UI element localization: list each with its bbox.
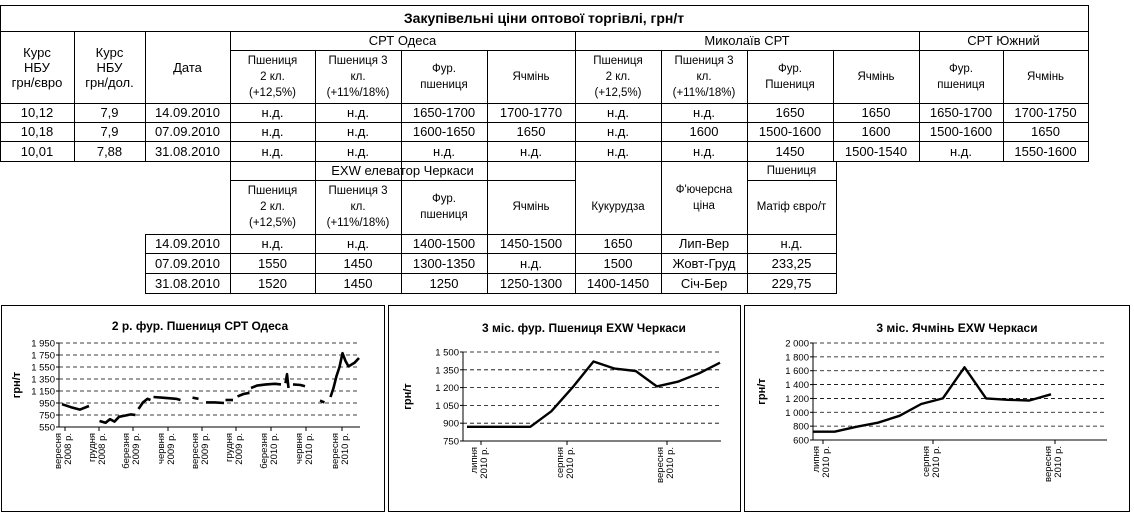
table-cell: н.д.	[347, 124, 369, 139]
chart-title: 3 міс. фур. Пшениця EXW Черкаси	[482, 321, 686, 335]
table-cell: н.д.	[607, 105, 629, 120]
table2-cell: 31.08.2010	[154, 275, 221, 291]
group-yuzhny: СРТ Южний	[967, 33, 1040, 48]
sub-barley: Ячмінь	[857, 70, 895, 83]
table2-cell: Січ-Бер	[680, 275, 728, 291]
sub-feed: Фур. пшениця	[420, 193, 468, 221]
sub-feed: Фур. Пшениця	[765, 62, 815, 91]
sub-feed: Фур. пшениця	[937, 62, 985, 91]
series-line	[251, 384, 281, 388]
sub-wheat3: Пшениця 3 кл. (+11%/18%)	[326, 54, 390, 99]
x-tick-label: червня	[156, 433, 167, 464]
sub-barley: Ячмінь	[512, 201, 550, 213]
y-tick-label: 1 350	[31, 374, 55, 386]
table-cell: 1450	[775, 143, 805, 159]
y-tick-label: 600	[793, 435, 809, 447]
table2-cell: 1520	[258, 275, 287, 291]
table-cell: н.д.	[433, 143, 455, 159]
sub-wheat2: Пшениця 2 кл. (+12,5%)	[247, 54, 298, 99]
y-tick-label: 1 000	[785, 407, 809, 419]
table2-cell: Жовт-Груд	[672, 255, 736, 271]
header-matif: Матіф євро/т	[756, 201, 827, 213]
table2-cell: 1250	[429, 275, 459, 291]
sub-barley: Ячмінь	[1026, 70, 1065, 83]
header-futures: Ф'ючерсна ціна	[675, 183, 733, 212]
y-tick-label: 750	[443, 436, 459, 448]
chart-panel-odesa	[1, 305, 385, 512]
table-cell: н.д.	[607, 143, 629, 159]
y-axis-label: грн/т	[756, 378, 768, 405]
x-tick-label: 2010 р.	[304, 433, 315, 465]
table-title: Закупівельні ціни оптової торгівлі, грн/т	[403, 10, 685, 26]
table-cell: 1500-1600	[758, 124, 822, 139]
table2-cell: 233,25	[771, 255, 812, 271]
y-axis-label: грн/т	[11, 371, 23, 399]
table2-cell: 1450	[343, 255, 373, 271]
table-cell: 7,9	[100, 105, 119, 120]
table-cell: н.д.	[347, 105, 369, 120]
series-line	[62, 404, 89, 409]
chart-cherkasy-feed-wheat	[389, 306, 740, 511]
group-exw-cherkasy: EXW елеватор Черкаси	[331, 163, 474, 178]
header-wheat: Пшениця	[766, 164, 817, 177]
x-tick-label: 2010 р.	[1053, 446, 1064, 478]
table-cell: 1650-1700	[929, 105, 993, 120]
y-tick-label: 2 000	[785, 338, 809, 350]
table-cell: н.д.	[950, 143, 972, 159]
table2-cell: 1400-1450	[586, 275, 650, 291]
x-tick-label: вересня	[53, 433, 64, 469]
table2-cell: 1250-1300	[499, 275, 563, 291]
x-tick-label: 2010 р.	[340, 433, 351, 465]
x-tick-label: 2009 р.	[166, 433, 177, 465]
y-tick-label: 900	[443, 418, 459, 430]
y-tick-label: 1 150	[31, 386, 55, 398]
sub-wheat3: Пшениця 3 кл. (+11%/18%)	[672, 54, 736, 99]
table-cell: н.д.	[347, 143, 369, 159]
table-cell: 1650	[1031, 124, 1060, 139]
series-line	[293, 384, 305, 386]
group-odesa: СРТ Одеса	[368, 33, 437, 48]
y-tick-label: 1 500	[435, 347, 459, 359]
y-tick-label: 1 600	[785, 366, 809, 378]
table2-cell: 1650	[603, 236, 633, 251]
chart-title: 2 р. фур. Пшениця СРТ Одеса	[111, 319, 289, 333]
series-line	[193, 398, 199, 399]
table2-cell: 229,75	[771, 275, 812, 291]
x-tick-label: 2009 р.	[131, 433, 142, 465]
table2-cell: 07.09.2010	[154, 255, 221, 271]
table-cell: 10,01	[20, 143, 54, 159]
table-cell: н.д.	[261, 143, 284, 159]
table-cell: н.д.	[607, 124, 629, 139]
table-cell: 7,9	[100, 124, 119, 139]
table2-cell: н.д.	[261, 236, 284, 251]
y-tick-label: 1 950	[31, 338, 55, 350]
table-cell: 31.08.2010	[154, 143, 221, 159]
y-tick-label: 1 400	[785, 380, 809, 392]
table-cell: 10,18	[20, 124, 54, 139]
x-tick-label: серпня	[555, 447, 566, 478]
y-tick-label: 750	[39, 410, 55, 422]
x-tick-label: 2010 р.	[665, 447, 676, 479]
series-line	[320, 401, 325, 403]
y-tick-label: 550	[39, 422, 55, 434]
x-tick-label: 2008 р.	[97, 433, 108, 465]
sub-corn: Кукурудза	[591, 201, 645, 213]
table2-cell: 1400-1500	[412, 236, 476, 251]
table-cell: н.д.	[693, 143, 715, 159]
x-tick-label: вересня	[190, 433, 201, 469]
x-tick-label: 2009 р.	[200, 433, 211, 465]
table-cell: 1500-1540	[844, 143, 908, 159]
y-tick-label: 1 800	[785, 352, 809, 364]
table-cell: н.д.	[693, 105, 715, 120]
y-tick-label: 1 200	[785, 393, 809, 405]
table-cell: 1550-1600	[1014, 143, 1077, 159]
table-cell: н.д.	[261, 124, 284, 139]
sub-feed: Фур. пшениця	[420, 62, 468, 91]
chart-panel-cherkasy-wheat	[388, 305, 741, 512]
table-cell: 10,12	[20, 105, 54, 120]
chart-cherkasy-barley	[745, 306, 1129, 511]
series-line	[154, 397, 181, 400]
header-eur-rate: Курс НБУ грн/євро	[11, 44, 63, 90]
x-tick-label: 2008 р.	[63, 433, 74, 465]
group-mykolaiv: Миколаїв СРТ	[704, 33, 790, 48]
series-line	[467, 362, 720, 427]
y-tick-label: 950	[39, 398, 55, 410]
chart-title: 3 міс. Ячмінь EXW Черкаси	[876, 321, 1038, 335]
table2-cell: Лип-Вер	[678, 236, 730, 251]
series-line	[139, 399, 151, 409]
sub-wheat2: Пшениця 2 кл. (+12,5%)	[593, 54, 643, 99]
table-cell: 1650	[861, 105, 891, 120]
series-line	[813, 367, 1051, 431]
series-line	[238, 393, 250, 397]
chart-odesa-feed-wheat	[2, 306, 384, 511]
table-cell: 1600	[689, 124, 719, 139]
chart-panel-cherkasy-barley	[744, 305, 1130, 512]
table2-cell: н.д.	[520, 255, 542, 271]
table-cell: 1700-1750	[1014, 105, 1077, 120]
y-tick-label: 1 550	[31, 362, 55, 374]
table2-cell: н.д.	[780, 236, 803, 251]
x-tick-label: 2010 р.	[821, 446, 832, 478]
table-cell: 1650-1700	[412, 105, 476, 120]
table-cell: 1500-1600	[929, 124, 993, 139]
table-cell: 1700-1770	[499, 105, 563, 120]
table-cell: 1650	[516, 124, 546, 139]
y-tick-label: 800	[793, 421, 809, 433]
series-line	[286, 374, 289, 388]
series-line	[100, 414, 136, 422]
table-cell: 7,88	[96, 143, 123, 159]
x-tick-label: 2010 р.	[269, 433, 280, 465]
x-tick-label: грудня	[87, 433, 98, 463]
table-cell: 1600-1650	[412, 124, 476, 139]
y-tick-label: 1 050	[435, 400, 459, 412]
sub-barley: Ячмінь	[512, 70, 550, 83]
x-tick-label: вересня	[1043, 446, 1054, 482]
y-tick-label: 1 750	[31, 350, 55, 362]
x-tick-label: липня	[811, 446, 822, 473]
y-tick-label: 1 200	[435, 383, 459, 395]
x-tick-label: грудня	[224, 433, 235, 463]
table2-cell: 1450-1500	[499, 236, 563, 251]
table-cell: 07.09.2010	[154, 124, 221, 139]
x-tick-label: 2010 р.	[479, 447, 490, 479]
sub-wheat2: Пшениця 2 кл. (+12,5%)	[247, 185, 298, 229]
table2-cell: 14.09.2010	[154, 236, 221, 251]
table2-cell: 1450	[343, 275, 373, 291]
x-tick-label: 2010 р.	[931, 446, 942, 478]
x-tick-label: вересня	[655, 447, 666, 483]
header-date: Дата	[173, 59, 202, 75]
table-cell: н.д.	[520, 143, 542, 159]
table2-cell: н.д.	[347, 236, 369, 251]
x-tick-label: березня	[259, 433, 270, 469]
x-tick-label: 2010 р.	[565, 447, 576, 479]
x-tick-label: серпня	[921, 446, 932, 477]
table2-cell: 1550	[258, 255, 287, 271]
table-cell: 1650	[775, 105, 805, 120]
series-line	[206, 402, 224, 403]
y-tick-label: 1 350	[435, 365, 459, 377]
x-tick-label: червня	[294, 433, 305, 464]
table-cell: н.д.	[261, 105, 284, 120]
x-tick-label: 2009 р.	[234, 433, 245, 465]
table-cell: 1600	[861, 124, 891, 139]
x-tick-label: вересня	[330, 433, 341, 469]
series-line	[331, 353, 360, 397]
y-axis-label: грн/т	[402, 383, 414, 410]
table2-cell: 1300-1350	[412, 255, 476, 271]
header-usd-rate: Курс НБУ грн/дол.	[85, 44, 134, 90]
x-tick-label: липня	[469, 447, 480, 474]
table2-cell: 1500	[603, 255, 633, 271]
x-tick-label: березня	[121, 433, 132, 469]
table-cell: 14.09.2010	[154, 105, 221, 120]
sub-wheat3: Пшениця 3 кл. (+11%/18%)	[326, 185, 390, 229]
